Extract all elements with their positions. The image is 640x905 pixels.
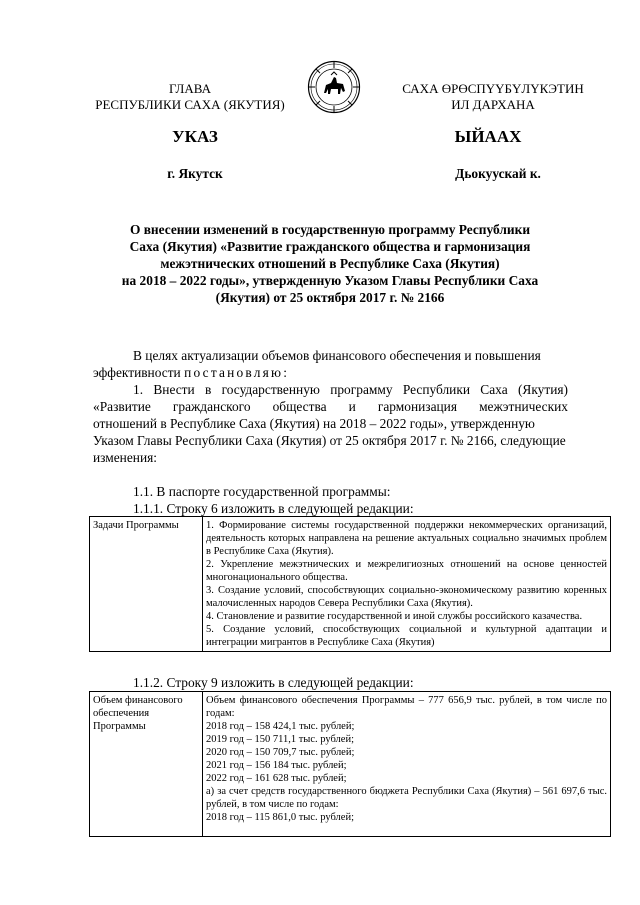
paragraph-item-1-1-1: 1.1.1. Строку 6 изложить в следующей редакции: <box>133 501 414 516</box>
list-item: 2018 год – 115 861,0 тыс. рублей; <box>206 812 354 823</box>
row-label: Объем финансового обеспечения Программы <box>90 692 203 837</box>
paragraph-line: В целях актуализации объемов финансового обеспечения и повышения <box>133 348 541 363</box>
paragraph-item-1 <box>93 381 568 466</box>
list-item: 2020 год – 150 709,7 тыс. рублей; <box>206 747 355 758</box>
paragraph-line: 1. Внести в государственную программу Республики Саха (Якутия) <box>133 382 568 397</box>
title-line: межэтнических отношений в Республике Саха (Якутия) <box>160 256 500 271</box>
table-row-6 <box>89 516 611 652</box>
list-item: 1. Формирование системы государственной поддержки некоммерческих организаций, деятельность которых направлена на решение актуальных социально значимых проблем в Республике Саха (Якутия). <box>206 520 607 557</box>
issuer-right-line1: САХА ӨРӨСПҮҮБҮЛҮКЭТИН <box>402 81 584 96</box>
city-left: г. Якутск <box>167 166 223 181</box>
table-row-9 <box>89 691 611 837</box>
paragraph-line: Указом Главы Республики Саха (Якутия) от 25 октября 2017 г. № 2166, следующие <box>93 433 566 448</box>
doc-type-left: УКАЗ <box>172 127 218 146</box>
row-content <box>203 692 611 837</box>
paragraph-line: изменения: <box>93 450 158 465</box>
list-item: 2019 год – 150 711,1 тыс. рублей; <box>206 734 354 745</box>
paragraph-item-1-1: 1.1. В паспорте государственной программы: <box>133 484 391 499</box>
paragraph-line <box>93 364 568 381</box>
city-right: Дьокуускай к. <box>455 166 541 181</box>
issuer-left-line1: ГЛАВА <box>169 81 211 96</box>
list-item: 3. Создание условий, способствующих социально-экономическому развитию коренных малочисленных народов Севера Республики Саха (Якутия). <box>206 585 607 609</box>
list-item: 5. Создание условий, способствующих социальной и культурной адаптации и интеграции мигрантов в Республике Саха (Якутия) <box>206 624 607 648</box>
coat-of-arms-emblem <box>307 60 361 114</box>
document-title <box>96 221 564 306</box>
list-item: а) за счет средств государственного бюджета Республики Саха (Якутия) – 561 697,6 тыс. рублей, в том числе по годам: <box>206 786 607 810</box>
list-item: 2. Укрепление межэтнических и межрелигиозных отношений на основе ценностей многонационального общества. <box>206 559 607 583</box>
row-content <box>203 517 611 652</box>
list-item: Объем финансового обеспечения Программы – 777 656,9 тыс. рублей, в том числе по годам: <box>206 695 607 719</box>
doc-type-right: ЫЙААХ <box>454 127 522 146</box>
list-item: 2018 год – 158 424,1 тыс. рублей; <box>206 721 355 732</box>
issuer-left <box>83 81 297 113</box>
title-line: на 2018 – 2022 годы», утвержденную Указом Главы Республики Саха <box>121 273 539 288</box>
title-line: Саха (Якутия) «Развитие гражданского общества и гармонизация <box>129 239 531 254</box>
paragraph-line: отношений в Республике Саха (Якутия) на 2018 – 2022 годы», утвержденную <box>93 416 535 431</box>
list-item: 2022 год – 161 628 тыс. рублей; <box>206 773 347 784</box>
paragraph-word: эффективности <box>93 365 181 380</box>
row-label: Задачи Программы <box>90 517 203 652</box>
decree-keyword: постановляю: <box>184 365 290 380</box>
issuer-left-line2: РЕСПУБЛИКИ САХА (ЯКУТИЯ) <box>95 97 285 112</box>
title-line: О внесении изменений в государственную программу Республики <box>129 222 531 237</box>
list-item: 2021 год – 156 184 тыс. рублей; <box>206 760 347 771</box>
paragraph-item-1-1-2: 1.1.2. Строку 9 изложить в следующей редакции: <box>133 675 414 690</box>
paragraph-purpose <box>93 347 568 381</box>
title-line: (Якутия) от 25 октября 2017 г. № 2166 <box>215 290 445 305</box>
paragraph-line: «Развитие гражданского общества и гармонизация межэтнических <box>93 399 568 414</box>
list-item: 4. Становление и развитие государственной и иной службы российского казачества. <box>206 611 583 622</box>
issuer-right <box>383 81 603 113</box>
issuer-right-line2: ИЛ ДАРХАНА <box>451 97 535 112</box>
